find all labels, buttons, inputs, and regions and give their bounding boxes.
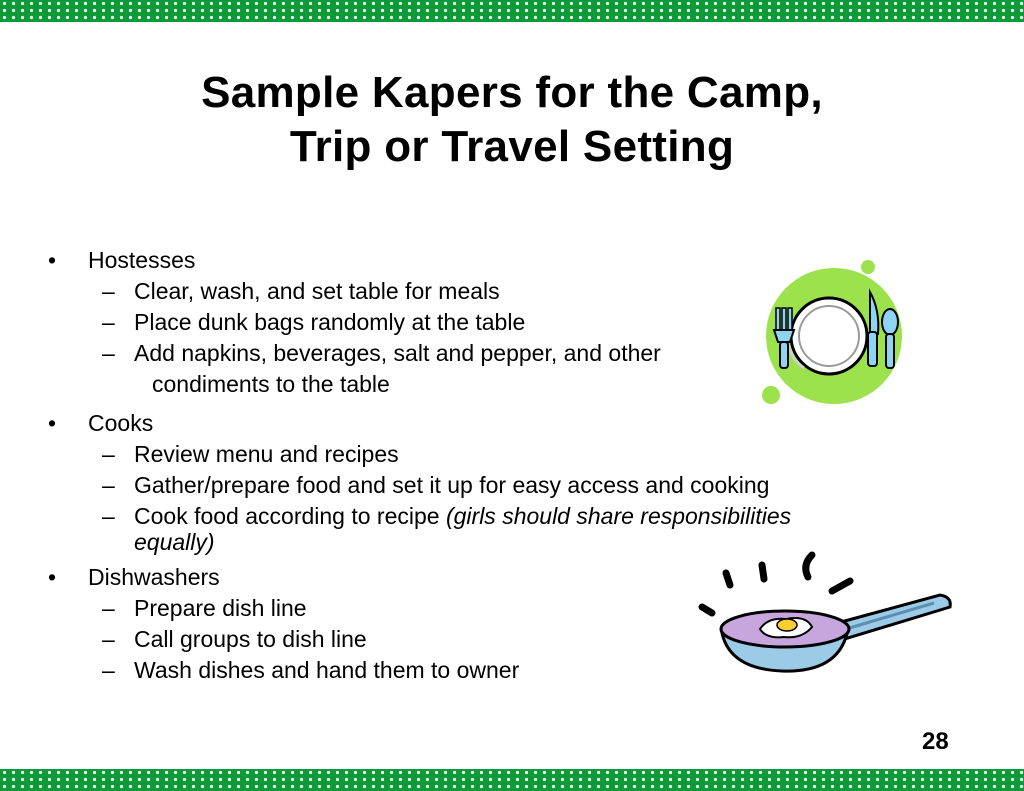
bullet-mark: • <box>48 247 57 273</box>
title-line-1: Sample Kapers for the Camp, <box>201 68 823 117</box>
dinner-plate-icon <box>752 256 912 412</box>
dash-mark: – <box>102 278 115 304</box>
sub-item-text: Gather/prepare food and set it up for easy access and cooking <box>134 472 770 498</box>
sub-item <box>88 470 904 501</box>
sub-item-text: Prepare dish line <box>134 595 307 621</box>
bullet-mark: • <box>48 410 57 436</box>
bullet-mark: • <box>48 564 57 590</box>
dash-mark: – <box>102 441 115 467</box>
sub-item-text: Cook food according to recipe <box>134 503 440 529</box>
sub-item-text: Call groups to dish line <box>134 626 367 652</box>
bullet-heading: Hostesses <box>88 247 196 273</box>
sub-item-text: Review menu and recipes <box>134 441 399 467</box>
sub-item <box>88 439 904 470</box>
dash-mark: – <box>102 503 115 529</box>
sub-item-text: Wash dishes and hand them to owner <box>134 657 520 683</box>
slide-number: 28 <box>922 728 949 755</box>
sub-item-continuation: condiments to the table <box>152 371 390 397</box>
dash-mark: – <box>102 595 115 621</box>
title-line-2: Trip or Travel Setting <box>289 122 735 171</box>
sub-item-note-continuation: equally) <box>134 529 215 555</box>
frying-pan-icon <box>690 545 956 680</box>
sub-item-note: (girls should share responsibilities <box>445 503 792 529</box>
top-border-band <box>0 0 1024 22</box>
dash-mark: – <box>102 340 115 366</box>
bottom-border-band <box>0 769 1024 791</box>
slide-title <box>0 66 1024 174</box>
dash-mark: – <box>102 657 115 683</box>
sub-item-text: Place dunk bags randomly at the table <box>134 309 526 335</box>
dash-mark: – <box>102 626 115 652</box>
dash-mark: – <box>102 309 115 335</box>
sub-item-text: Clear, wash, and set table for meals <box>134 278 500 304</box>
bullet-heading: Dishwashers <box>88 564 220 590</box>
bullet-cooks <box>44 408 904 554</box>
sub-item-text: Add napkins, beverages, salt and pepper, and other <box>134 340 661 366</box>
dash-mark: – <box>102 472 115 498</box>
bullet-heading: Cooks <box>88 410 154 436</box>
